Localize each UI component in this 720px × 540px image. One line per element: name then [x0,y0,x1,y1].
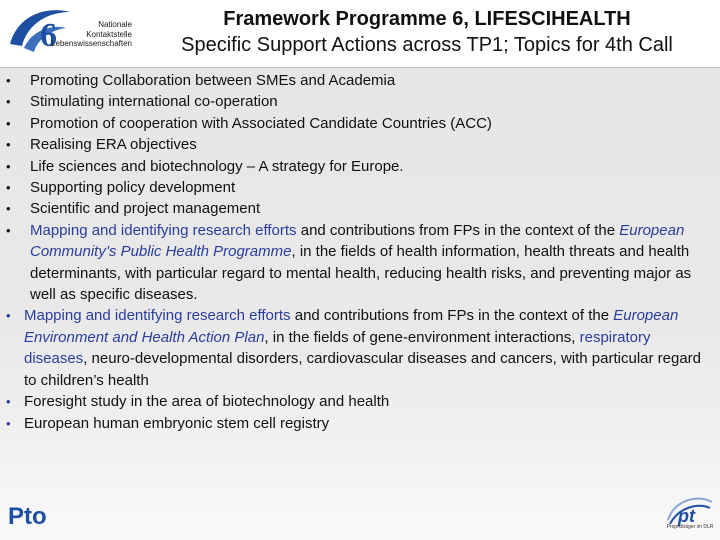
list-item [6,198,712,219]
pt-logo-caption: Projektträger im DLR [666,524,714,530]
list-item-text: Supporting policy development [30,179,236,197]
list-item-text: , in the fields of health information, health threats and health determinants, with particular regard to mental health, reducing health risks, and preventing major as well as specific diseases. [30,243,692,304]
research-efforts-link[interactable]: Mapping and identifying research efforts [24,307,291,325]
research-efforts-link[interactable]: Mapping and identifying research efforts [30,221,297,239]
list-item-text: Foresight study in the area of biotechnology and health [24,393,390,411]
bullet-icon: • [6,222,11,238]
bullet-icon: • [6,201,11,217]
title-line-1: Framework Programme 6, LIFESCIHEALTH [223,8,631,30]
bullet-icon: • [6,415,11,431]
list-item [6,391,712,412]
list-item [6,113,712,134]
bullet-icon: • [6,73,11,88]
list-item-text: , in the fields of gene-environment interactions, [264,328,580,346]
list-item-text: Realising ERA objectives [30,136,197,154]
logo-line-2: Kontaktstelle [86,29,132,39]
logo-line-1: Nationale [98,20,132,29]
list-item [6,177,712,198]
fp6-number: 6 [40,17,57,54]
bullet-icon: • [6,137,11,153]
list-item [6,413,712,434]
list-item-text: Life sciences and biotechnology – A strategy for Europe. [30,157,404,175]
list-item [6,70,712,91]
list-item [6,220,712,306]
topics-list [6,70,712,434]
bullet-icon: • [6,394,11,410]
list-item-text: and contributions from FPs in the context of the [296,221,620,239]
respiratory-diseases-link[interactable]: respiratory diseases [24,328,651,368]
environment-health-plan-link[interactable]: European Environment and Health Action Plan [24,307,679,346]
logo-caption [51,20,132,49]
pt-logo-text: pt [678,506,695,526]
list-item [6,134,712,155]
bullet-icon: • [6,180,11,196]
bullet-icon: • [6,308,11,324]
pto-logo [8,500,54,530]
list-item [6,305,712,391]
bullet-icon: • [6,115,11,131]
logo-line-3: Lebenswissenschaften [51,39,132,48]
list-item-text: Promoting Collaboration between SMEs and Academia [30,72,396,89]
nks-logo [4,4,132,62]
bullet-icon: • [6,94,11,110]
bullet-icon: • [6,158,11,174]
list-item-text: , neuro-developmental disorders, cardiovascular diseases and cancers, with particular regard to children’s health [24,350,702,389]
public-health-programme-link[interactable]: European Community’s Public Health Programme [30,221,685,261]
list-item-text: Scientific and project management [30,200,261,218]
list-item-text: Stimulating international co-operation [30,93,278,111]
list-item-text: Promotion of cooperation with Associated Candidate Countries (ACC) [30,114,492,132]
title-line-2: Specific Support Actions across TP1; Topics for 4th Call [181,34,673,56]
list-item-text: European human embryonic stem cell registry [24,414,330,432]
pto-logo-text: Pto [8,503,47,530]
page-title [138,6,716,58]
list-item [6,91,712,112]
list-item-text: and contributions from FPs in the context of the [290,307,614,325]
header-divider [0,67,720,68]
list-item [6,156,712,177]
